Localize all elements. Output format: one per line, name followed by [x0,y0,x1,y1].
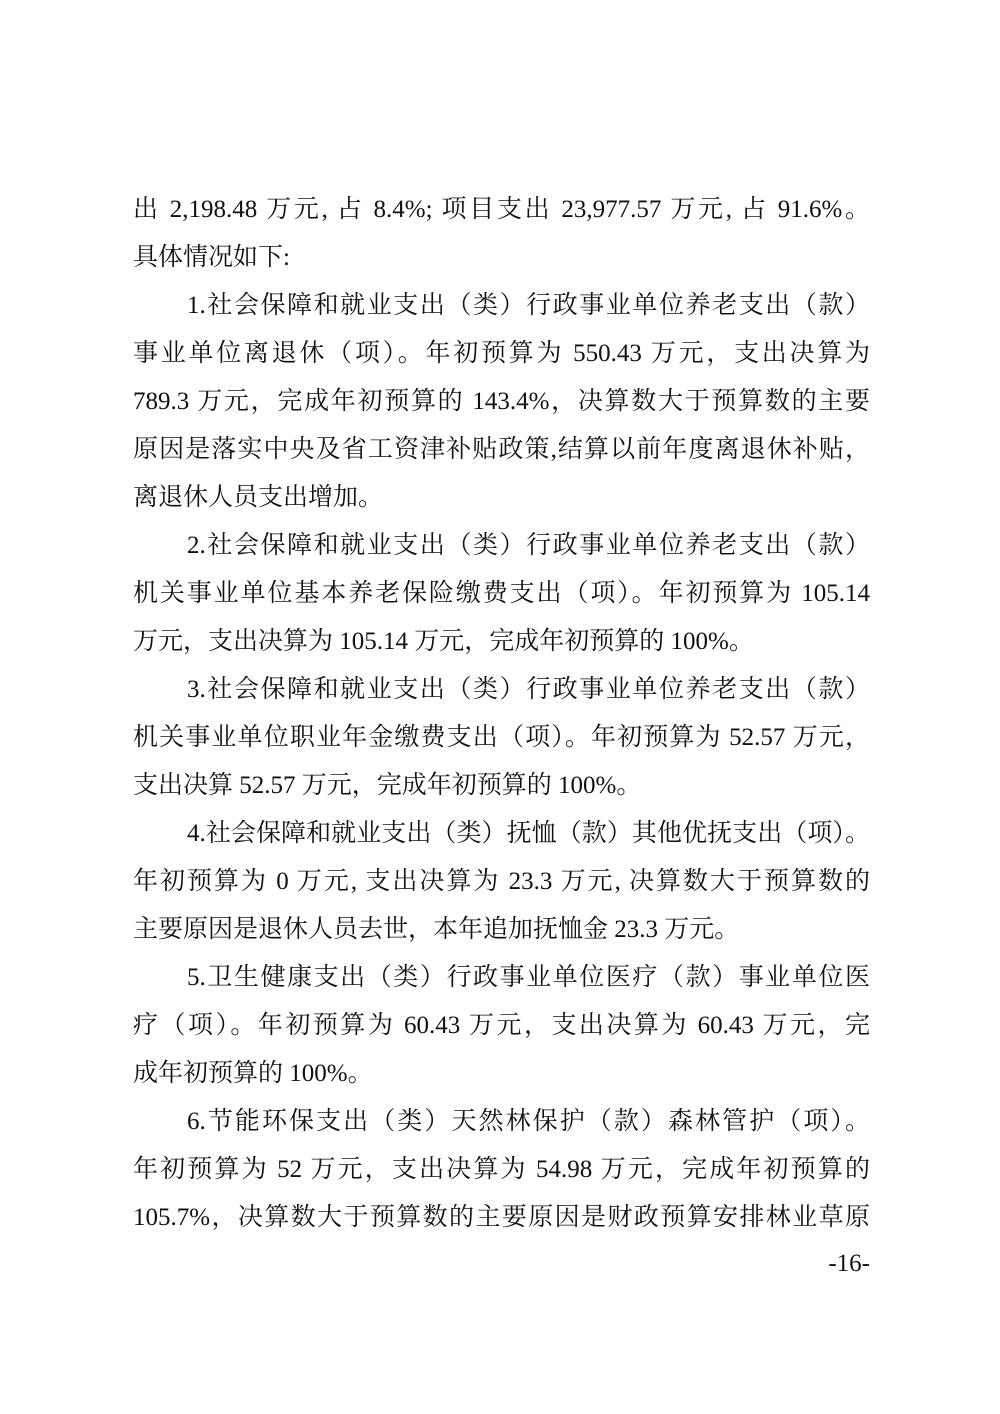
text-line: 万元，支出决算为 105.14 万元，完成年初预算的 100%。 [133,628,754,655]
text-line: 2.社会保障和就业支出（类）行政事业单位养老支出（款） [187,532,870,559]
paragraph [133,666,870,810]
text-line: 789.3 万元，完成年初预算的 143.4%，决算数大于预算数的主要 [133,388,870,415]
text-line: 年初预算为 52 万元，支出决算为 54.98 万元，完成年初预算的 [133,1156,870,1183]
text-line: 离退休人员支出增加。 [133,484,384,511]
paragraph [133,282,870,522]
document-body [133,186,870,1242]
text-line: 年初预算为 0 万元, 支出决算为 23.3 万元, 决算数大于预算数的 [133,868,870,895]
text-line: 5.卫生健康支出（类）行政事业单位医疗（款）事业单位医 [187,964,870,991]
paragraph [133,522,870,666]
text-line: 疗（项）。年初预算为 60.43 万元，支出决算为 60.43 万元，完 [133,1012,870,1039]
text-line: 具体情况如下: [133,244,290,271]
text-line: 支出决算 52.57 万元，完成年初预算的 100%。 [133,772,642,799]
text-line: 机关事业单位职业年金缴费支出（项）。年初预算为 52.57 万元， [133,724,870,751]
paragraph [133,810,870,954]
text-line: 105.7%，决算数大于预算数的主要原因是财政预算安排林业草原 [133,1204,870,1231]
page-number: -16- [828,1250,870,1277]
text-line: 机关事业单位基本养老保险缴费支出（项）。年初预算为 105.14 [133,580,870,607]
paragraph [133,186,870,282]
text-line: 事业单位离退休（项）。年初预算为 550.43 万元，支出决算为 [133,340,870,367]
text-line: 4.社会保障和就业支出（类）抚恤（款）其他优抚支出（项）。 [187,820,870,847]
text-line: 6.节能环保支出（类）天然林保护（款）森林管护（项）。 [187,1108,870,1135]
text-line: 原因是落实中央及省工资津补贴政策,结算以前年度离退休补贴， [133,436,870,463]
paragraph [133,1098,870,1242]
text-line: 1.社会保障和就业支出（类）行政事业单位养老支出（款） [187,292,870,319]
text-line: 成年初预算的 100%。 [133,1060,373,1087]
paragraph [133,954,870,1098]
text-line: 出 2,198.48 万元, 占 8.4%; 项目支出 23,977.57 万元, 占 91.6%。 [133,196,870,223]
text-line: 3.社会保障和就业支出（类）行政事业单位养老支出（款） [187,676,870,703]
text-line: 主要原因是退休人员去世，本年追加抚恤金 23.3 万元。 [133,916,740,943]
